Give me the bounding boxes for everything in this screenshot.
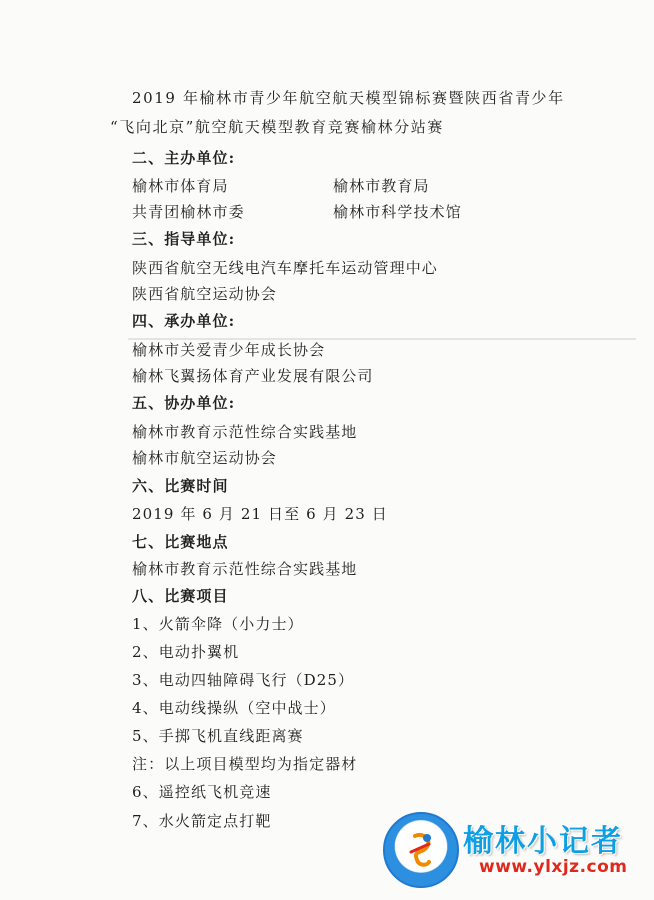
host-heading: 二、主办单位: [132, 149, 236, 167]
coorganizer-1: 榆林市教育示范性综合实践基地 [132, 423, 358, 441]
time-value: 2019 年 6 月 21 日至 6 月 23 日 [132, 505, 388, 523]
event-4: 4、电动线操纵（空中战士） [132, 699, 336, 717]
time-heading: 六、比赛时间 [132, 477, 229, 495]
watermark-name: 榆林小记者 [463, 824, 623, 859]
title-line-1: 2019 年榆林市青少年航空航天模型锦标赛暨陕西省青少年 [132, 89, 565, 107]
event-note: 注：以上项目模型均为指定器材 [132, 755, 358, 773]
coorganizer-heading: 五、协办单位: [132, 394, 236, 412]
watermark-logo [383, 812, 645, 892]
host-1: 榆林市体育局 [132, 177, 229, 195]
venue-value: 榆林市教育示范性综合实践基地 [132, 560, 358, 578]
host-3: 共青团榆林市委 [132, 203, 245, 221]
event-5: 5、手掷飞机直线距离赛 [132, 727, 304, 745]
organizer-heading: 四、承办单位: [132, 312, 236, 330]
guide-heading: 三、指导单位: [132, 230, 236, 248]
host-4: 榆林市科学技术馆 [333, 203, 462, 221]
venue-heading: 七、比赛地点 [132, 533, 229, 551]
organizer-2: 榆林飞翼扬体育产业发展有限公司 [132, 367, 374, 385]
title-line-2: “飞向北京”航空航天模型教育竞赛榆林分站赛 [110, 118, 444, 136]
organizer-1: 榆林市关爱青少年成长协会 [132, 341, 326, 359]
event-3: 3、电动四轴障碍飞行（D25） [132, 671, 355, 689]
events-heading: 八、比赛项目 [132, 587, 229, 605]
guide-2: 陕西省航空运动协会 [132, 285, 277, 303]
reporter-logo-icon [383, 812, 459, 888]
event-7: 7、水火箭定点打靶 [132, 812, 272, 830]
event-6: 6、遥控纸飞机竞速 [132, 783, 272, 801]
event-1: 1、火箭伞降（小力士） [132, 615, 304, 633]
coorganizer-2: 榆林市航空运动协会 [132, 449, 277, 467]
watermark-url: www.ylxjz.com [479, 857, 628, 877]
host-2: 榆林市教育局 [333, 177, 430, 195]
event-2: 2、电动扑翼机 [132, 643, 240, 661]
guide-1: 陕西省航空无线电汽车摩托车运动管理中心 [132, 259, 438, 277]
